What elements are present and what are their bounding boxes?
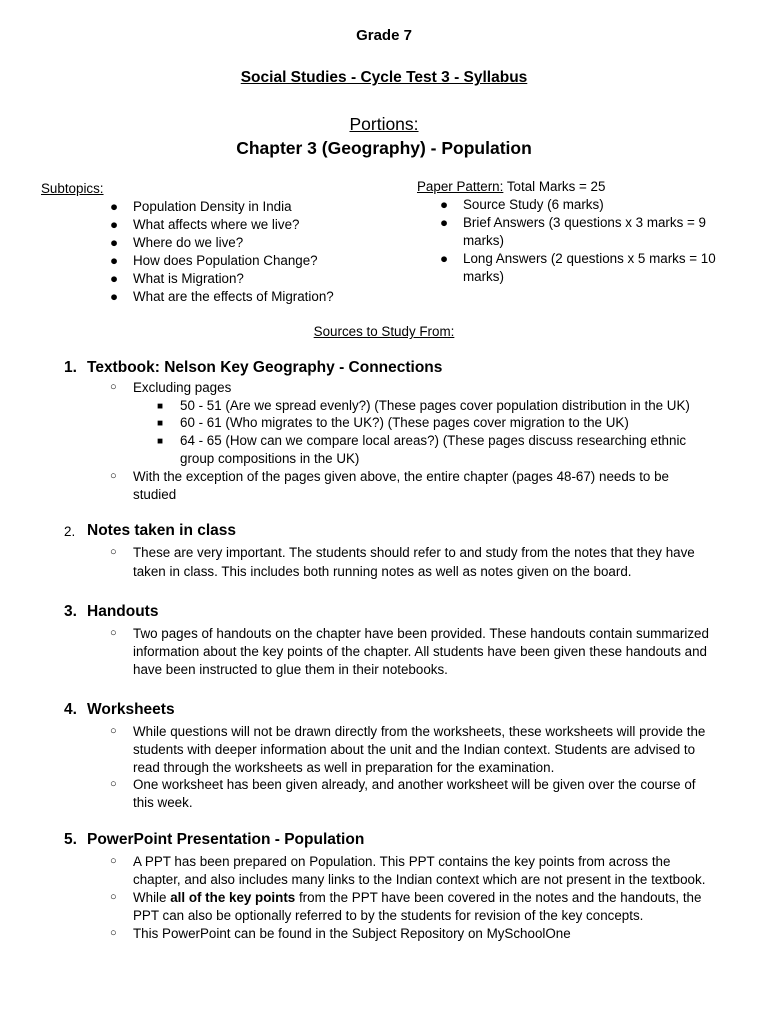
ppt-text [133,889,701,907]
bullet-icon: ● [440,197,449,212]
subtopic-item: Population Density in India [133,199,292,214]
excluded-pages-item-cont: group compositions in the UK) [180,451,360,466]
circle-bullet-icon: ○ [110,381,117,393]
section-number: 1. [64,359,77,376]
bullet-icon: ● [440,215,449,230]
exception-text-cont: studied [133,487,177,502]
circle-bullet-icon: ○ [110,855,117,867]
excluded-pages-item: 64 - 65 (How can we compare local areas?) (These pages discuss researching ethnic [180,433,687,448]
excluded-pages-item: 60 - 61 (Who migrates to the UK?) (These pages cover migration to the UK) [180,415,629,430]
subtopic-item: Where do we live? [133,235,244,250]
subtopic-item: What is Migration? [133,271,244,286]
document-title: Social Studies - Cycle Test 3 - Syllabus [240,69,528,86]
worksheets-text-cont: students with deeper information about the unit and the Indian context. Students are advised to [133,742,696,757]
worksheets-text-cont: this week. [133,795,193,810]
circle-bullet-icon: ○ [110,627,117,639]
pattern-item: Brief Answers (3 questions x 3 marks = 9 [463,215,706,230]
bullet-icon: ● [110,289,119,304]
bullet-icon: ● [110,253,119,268]
section-title: Notes taken in class [87,522,237,539]
subtopics-label: Subtopics: [41,181,104,196]
excluding-label: Excluding pages [133,380,232,395]
pattern-item-cont: marks) [463,269,504,284]
section-number: 2. [64,524,76,539]
square-bullet-icon: ■ [157,401,164,412]
pattern-item: Source Study (6 marks) [463,197,604,212]
bullet-icon: ● [110,271,119,286]
section-title: Worksheets [87,701,175,718]
pattern-item: Long Answers (2 questions x 5 marks = 10 [463,251,716,266]
chapter-heading: Chapter 3 (Geography) - Population [236,138,532,158]
section-title: Handouts [87,603,159,620]
circle-bullet-icon: ○ [110,778,117,790]
square-bullet-icon: ■ [157,418,164,429]
grade-heading: Grade 7 [356,27,412,44]
subtopic-item: What affects where we live? [133,217,300,232]
paper-pattern-label: Paper Pattern: [417,179,504,194]
circle-bullet-icon: ○ [110,546,117,558]
key-points-emphasis: all of the key points [170,890,296,905]
ppt-text-cont: PPT can also be optionally referred to by the students for revision of the key concepts. [133,908,644,923]
bullet-icon: ● [110,199,119,214]
section-number: 3. [64,603,77,620]
circle-bullet-icon: ○ [110,927,117,939]
total-marks: Total Marks = 25 [503,179,606,194]
subtopic-item: How does Population Change? [133,253,318,268]
exception-text: With the exception of the pages given above, the entire chapter (pages 48-67) needs to be [133,469,669,484]
worksheets-text: While questions will not be drawn directly from the worksheets, these worksheets will provide the [133,724,706,739]
circle-bullet-icon: ○ [110,891,117,903]
bullet-icon: ● [110,217,119,232]
ppt-text-pre: While [133,890,171,905]
handouts-text-cont: have been instructed to glue them in their notebooks. [133,662,448,677]
subtopic-item: What are the effects of Migration? [133,289,334,304]
bullet-icon: ● [110,235,119,250]
bullet-icon: ● [440,251,449,266]
ppt-text-cont: chapter, and also includes many links to the Indian context which are not present in the textbook. [133,872,706,887]
handouts-text-cont: information about the key points of the chapter. All students have been given these handouts and [133,644,707,659]
ppt-text: A PPT has been prepared on Population. This PPT contains the key points from across the [133,854,671,869]
paper-pattern-header [417,178,605,196]
section-title: Textbook: Nelson Key Geography - Connections [87,359,443,376]
portions-heading: Portions: [349,114,419,134]
circle-bullet-icon: ○ [110,470,117,482]
section-number: 5. [64,831,77,848]
pattern-item-cont: marks) [463,233,504,248]
worksheets-text: One worksheet has been given already, and another worksheet will be given over the course of [133,777,696,792]
excluded-pages-item: 50 - 51 (Are we spread evenly?) (These pages cover population distribution in the UK) [180,398,690,413]
square-bullet-icon: ■ [157,436,164,447]
handouts-text: Two pages of handouts on the chapter have been provided. These handouts contain summarized [133,626,709,641]
sources-title: Sources to Study From: [313,324,455,339]
notes-text: These are very important. The students should refer to and study from the notes that they have [133,545,695,560]
notes-text-cont: taken in class. This includes both running notes as well as notes given on the board. [133,564,632,579]
worksheets-text-cont: read through the worksheets as well in preparation for the examination. [133,760,555,775]
ppt-text-post: from the PPT have been covered in the notes and the handouts, the [295,890,702,905]
section-title: PowerPoint Presentation - Population [87,831,365,848]
ppt-text: This PowerPoint can be found in the Subject Repository on MySchoolOne [133,926,571,941]
section-number: 4. [64,701,77,718]
circle-bullet-icon: ○ [110,725,117,737]
